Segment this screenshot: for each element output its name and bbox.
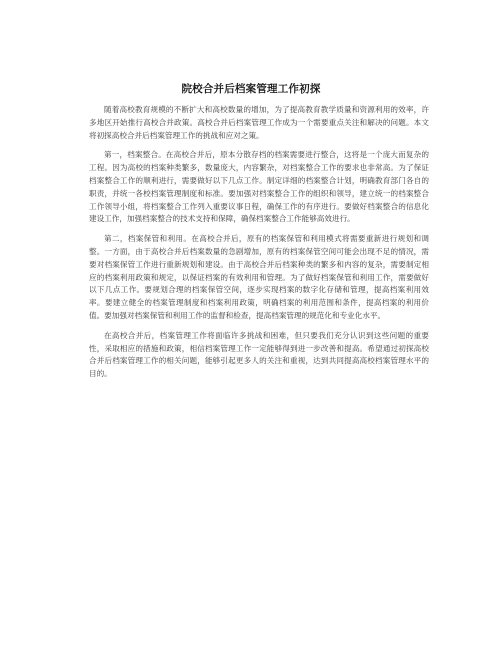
document-body <box>89 104 429 388</box>
paragraph-archive-storage-use: 第二，档案保管和利用。在高校合并后，原有的档案保管和利用模式将需要重新进行规划和调整。一方面，由于高校合并后档案数量的急剧增加，原有的档案保管空间可能会出现不足的情况，需要对档案保管工作进行重新规划和建设。由于高校合并后档案种类的繁多和内容的复杂，需要制定相应的档案利用政策和规定，以保证档案的有效利用和管理。为了做好档案保管和利用工作，需要做好以下几点工作。要规划合理的档案保管空间，逐步实现档案的数字化存储和管理，提高档案利用效率。要建立健全的档案管理制度和档案利用政策，明确档案的利用范围和条件，提高档案的利用价值。要加强对档案保管和利用工作的监督和检查，提高档案管理的规范化和专业化水平。 <box>89 234 429 320</box>
paragraph-intro: 随着高校教育规模的不断扩大和高校数量的增加，为了提高教育教学质量和资源利用的效率，许多地区开始推行高校合并政策。高校合并后档案管理工作成为一个需要重点关注和解决的问题。本文将初探高校合并后档案管理工作的挑战和应对之策。 <box>89 105 429 140</box>
document-title: 院校合并后档案管理工作初探 <box>181 83 321 95</box>
paragraph-archive-integration: 第一，档案整合。在高校合并后，原本分散存档的档案需要进行整合，这将是一个庞大而复杂的工程。因为高校的档案种类繁多，数量庞大，内容繁杂，对档案整合工作的要求也非常高。为了保证档案整合工作的顺利进行，需要做好以下几点工作。制定详细的档案整合计划，明确教育部门各自的职责，并统一各校档案管理制度和标准。要加强对档案整合工作的组织和领导，建立统一的档案整合工作领导小组，将档案整合工作列入重要议事日程，确保工作的有序进行。要做好档案整合的信息化建设工作，加强档案整合的技术支持和保障，确保档案整合工作能够高效进行。 <box>89 150 429 224</box>
paragraph-conclusion: 在高校合并后，档案管理工作将面临许多挑战和困难，但只要我们充分认识到这些问题的重要性，采取相应的措施和政策，相信档案管理工作一定能够得到进一步改善和提高。希望通过初探高校合并后档案管理工作的相关问题，能够引起更多人的关注和重视，达到共同提高高校档案管理水平的目的。 <box>89 330 429 379</box>
